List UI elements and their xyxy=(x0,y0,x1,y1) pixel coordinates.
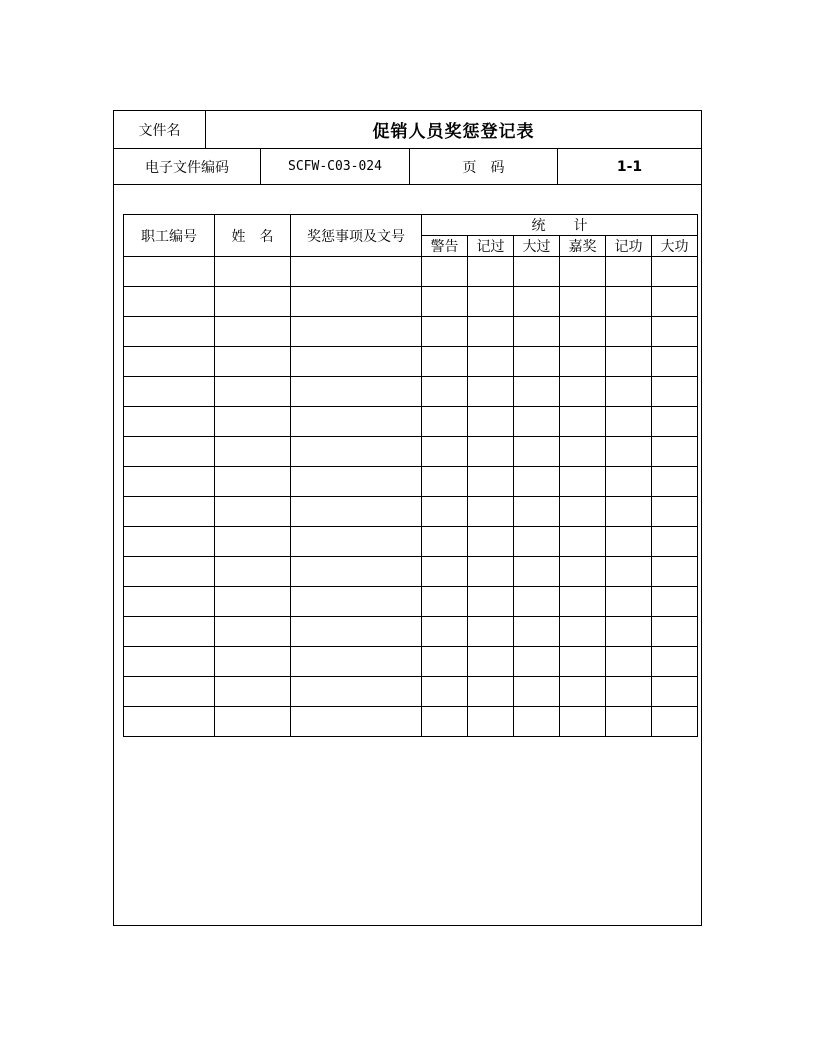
table-cell[interactable] xyxy=(124,677,215,707)
column-header-warning: 警告 xyxy=(422,236,468,257)
table-cell[interactable] xyxy=(291,317,422,347)
table-cell[interactable] xyxy=(606,677,652,707)
table-cell[interactable] xyxy=(215,287,291,317)
table-cell[interactable] xyxy=(422,257,468,287)
table-cell[interactable] xyxy=(606,347,652,377)
table-cell[interactable] xyxy=(422,497,468,527)
table-cell[interactable] xyxy=(124,347,215,377)
table-cell[interactable] xyxy=(124,257,215,287)
table-cell[interactable] xyxy=(652,437,698,467)
electronic-code-value: SCFW-C03-024 xyxy=(261,149,410,184)
table-cell[interactable] xyxy=(215,497,291,527)
table-cell[interactable] xyxy=(514,557,560,587)
header-row-code xyxy=(114,149,701,185)
table-cell[interactable] xyxy=(560,407,606,437)
page-label: 页 码 xyxy=(410,149,558,184)
table-cell[interactable] xyxy=(215,317,291,347)
table-cell[interactable] xyxy=(514,677,560,707)
table-cell[interactable] xyxy=(124,617,215,647)
column-header-merit: 记功 xyxy=(606,236,652,257)
table-cell[interactable] xyxy=(606,617,652,647)
table-cell[interactable] xyxy=(468,407,514,437)
table-cell[interactable] xyxy=(422,557,468,587)
table-cell[interactable] xyxy=(560,707,606,737)
table-cell[interactable] xyxy=(652,257,698,287)
table-cell[interactable] xyxy=(560,677,606,707)
file-name-label: 文件名 xyxy=(114,111,206,148)
table-cell[interactable] xyxy=(422,317,468,347)
page-value: 1-1 xyxy=(616,158,643,175)
table-cell[interactable] xyxy=(514,467,560,497)
table-cell[interactable] xyxy=(652,467,698,497)
table-cell[interactable] xyxy=(124,647,215,677)
table-cell[interactable] xyxy=(514,407,560,437)
table-cell[interactable] xyxy=(468,677,514,707)
table-cell[interactable] xyxy=(422,707,468,737)
table-cell[interactable] xyxy=(606,437,652,467)
column-header-demerit: 记过 xyxy=(468,236,514,257)
table-cell[interactable] xyxy=(422,407,468,437)
table-cell[interactable] xyxy=(514,647,560,677)
table-cell[interactable] xyxy=(652,407,698,437)
table-cell[interactable] xyxy=(124,557,215,587)
table-cell[interactable] xyxy=(468,617,514,647)
table-row xyxy=(124,587,698,617)
table-cell[interactable] xyxy=(468,497,514,527)
table-cell[interactable] xyxy=(606,557,652,587)
table-cell[interactable] xyxy=(215,347,291,377)
table-row xyxy=(124,707,698,737)
table-cell[interactable] xyxy=(560,437,606,467)
table-cell[interactable] xyxy=(291,437,422,467)
table-cell[interactable] xyxy=(291,617,422,647)
table-cell[interactable] xyxy=(514,707,560,737)
table-cell[interactable] xyxy=(468,347,514,377)
table-cell[interactable] xyxy=(422,287,468,317)
table-cell[interactable] xyxy=(560,557,606,587)
table-cell[interactable] xyxy=(215,437,291,467)
table-cell[interactable] xyxy=(291,587,422,617)
table-cell[interactable] xyxy=(514,347,560,377)
table-cell[interactable] xyxy=(606,527,652,557)
table-row xyxy=(124,647,698,677)
table-row xyxy=(124,677,698,707)
table-cell[interactable] xyxy=(514,317,560,347)
table-cell[interactable] xyxy=(124,377,215,407)
table-row xyxy=(124,617,698,647)
reward-penalty-table xyxy=(123,214,698,737)
table-cell[interactable] xyxy=(652,377,698,407)
table-cell[interactable] xyxy=(560,317,606,347)
table-cell[interactable] xyxy=(291,557,422,587)
table-cell[interactable] xyxy=(560,287,606,317)
table-cell[interactable] xyxy=(560,257,606,287)
table-row xyxy=(124,557,698,587)
table-cell[interactable] xyxy=(422,467,468,497)
column-header-employee-id: 职工编号 xyxy=(124,215,215,257)
table-cell[interactable] xyxy=(291,287,422,317)
table-cell[interactable] xyxy=(468,587,514,617)
table-cell[interactable] xyxy=(422,647,468,677)
table-cell[interactable] xyxy=(215,257,291,287)
table-cell[interactable] xyxy=(652,287,698,317)
table-cell[interactable] xyxy=(291,497,422,527)
table-cell[interactable] xyxy=(514,437,560,467)
table-cell[interactable] xyxy=(422,587,468,617)
table-cell[interactable] xyxy=(291,407,422,437)
table-row xyxy=(124,377,698,407)
table-cell[interactable] xyxy=(468,257,514,287)
column-header-commendation: 嘉奖 xyxy=(560,236,606,257)
electronic-code-label: 电子文件编码 xyxy=(114,149,261,184)
table-cell[interactable] xyxy=(422,527,468,557)
table-cell[interactable] xyxy=(606,317,652,347)
table-cell[interactable] xyxy=(652,557,698,587)
table-cell[interactable] xyxy=(652,317,698,347)
table-cell[interactable] xyxy=(606,707,652,737)
table-row xyxy=(124,257,698,287)
table-cell[interactable] xyxy=(124,317,215,347)
table-cell[interactable] xyxy=(291,707,422,737)
header-row-title xyxy=(114,111,701,149)
table-cell[interactable] xyxy=(422,437,468,467)
table-cell[interactable] xyxy=(291,347,422,377)
table-cell[interactable] xyxy=(291,647,422,677)
table-row xyxy=(124,407,698,437)
table-cell[interactable] xyxy=(652,497,698,527)
table-cell[interactable] xyxy=(468,287,514,317)
table-cell[interactable] xyxy=(422,617,468,647)
table-cell[interactable] xyxy=(514,377,560,407)
table-cell[interactable] xyxy=(291,677,422,707)
table-cell[interactable] xyxy=(468,467,514,497)
table-cell[interactable] xyxy=(215,677,291,707)
table-cell[interactable] xyxy=(291,467,422,497)
table-cell[interactable] xyxy=(606,467,652,497)
table-cell[interactable] xyxy=(652,527,698,557)
table-cell[interactable] xyxy=(514,587,560,617)
table-body xyxy=(124,257,698,737)
table-cell[interactable] xyxy=(291,527,422,557)
table-cell[interactable] xyxy=(606,497,652,527)
table-cell[interactable] xyxy=(468,647,514,677)
table-cell[interactable] xyxy=(215,467,291,497)
table-row xyxy=(124,527,698,557)
column-header-major-merit: 大功 xyxy=(652,236,698,257)
table-cell[interactable] xyxy=(124,497,215,527)
document-title: 促销人员奖惩登记表 xyxy=(372,122,535,142)
table-cell[interactable] xyxy=(560,527,606,557)
table-cell[interactable] xyxy=(514,257,560,287)
table-cell[interactable] xyxy=(606,587,652,617)
table-cell[interactable] xyxy=(652,347,698,377)
table-cell[interactable] xyxy=(291,377,422,407)
table-cell[interactable] xyxy=(215,647,291,677)
table-row xyxy=(124,287,698,317)
table-cell[interactable] xyxy=(560,347,606,377)
table-cell[interactable] xyxy=(652,707,698,737)
table-row xyxy=(124,467,698,497)
column-header-major-demerit: 大过 xyxy=(514,236,560,257)
table-row xyxy=(124,437,698,467)
table-cell[interactable] xyxy=(215,617,291,647)
table-cell[interactable] xyxy=(215,527,291,557)
table-cell[interactable] xyxy=(560,467,606,497)
table-row xyxy=(124,317,698,347)
table-cell[interactable] xyxy=(422,677,468,707)
table-cell[interactable] xyxy=(124,527,215,557)
table-cell[interactable] xyxy=(560,617,606,647)
table-cell[interactable] xyxy=(652,647,698,677)
table-cell[interactable] xyxy=(422,377,468,407)
table-cell[interactable] xyxy=(606,407,652,437)
table-cell[interactable] xyxy=(560,377,606,407)
table-cell[interactable] xyxy=(560,587,606,617)
table-cell[interactable] xyxy=(124,287,215,317)
table-cell[interactable] xyxy=(560,647,606,677)
table-cell[interactable] xyxy=(606,647,652,677)
table-cell[interactable] xyxy=(215,407,291,437)
table-cell[interactable] xyxy=(652,587,698,617)
table-cell[interactable] xyxy=(124,407,215,437)
table-cell[interactable] xyxy=(215,557,291,587)
table-cell[interactable] xyxy=(560,497,606,527)
table-cell[interactable] xyxy=(652,617,698,647)
table-cell[interactable] xyxy=(514,527,560,557)
table-row xyxy=(124,497,698,527)
column-header-name: 姓 名 xyxy=(215,215,291,257)
table-cell[interactable] xyxy=(468,317,514,347)
table-cell[interactable] xyxy=(468,527,514,557)
table-cell[interactable] xyxy=(514,287,560,317)
table-cell[interactable] xyxy=(606,287,652,317)
table-cell[interactable] xyxy=(124,467,215,497)
table-cell[interactable] xyxy=(468,707,514,737)
table-cell[interactable] xyxy=(215,377,291,407)
column-group-statistics: 统 计 xyxy=(422,215,698,236)
table-cell[interactable] xyxy=(514,617,560,647)
table-cell[interactable] xyxy=(215,587,291,617)
table-cell[interactable] xyxy=(468,437,514,467)
table-cell[interactable] xyxy=(124,707,215,737)
table-row xyxy=(124,347,698,377)
table-cell[interactable] xyxy=(124,587,215,617)
table-cell[interactable] xyxy=(606,377,652,407)
table-cell[interactable] xyxy=(606,257,652,287)
table-cell[interactable] xyxy=(291,257,422,287)
table-cell[interactable] xyxy=(215,707,291,737)
table-cell[interactable] xyxy=(124,437,215,467)
table-cell[interactable] xyxy=(514,497,560,527)
column-header-matter: 奖惩事项及文号 xyxy=(291,215,422,257)
table-cell[interactable] xyxy=(468,377,514,407)
table-cell[interactable] xyxy=(468,557,514,587)
table-cell[interactable] xyxy=(652,677,698,707)
table-cell[interactable] xyxy=(422,347,468,377)
